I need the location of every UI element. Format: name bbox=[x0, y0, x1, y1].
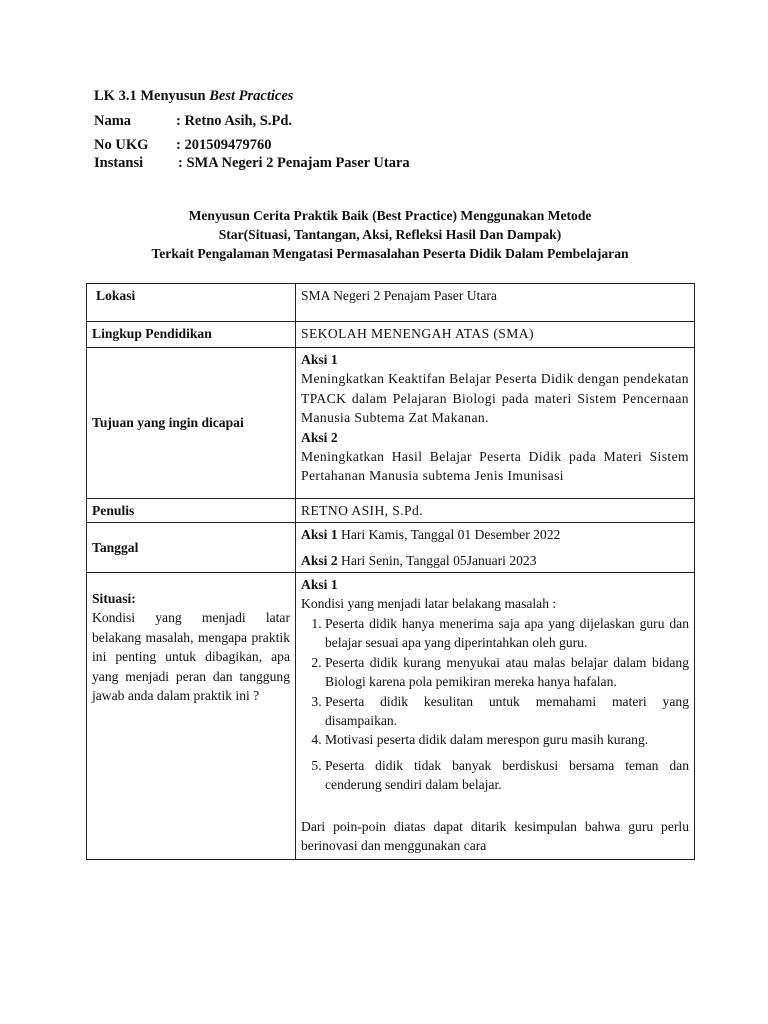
nama-line bbox=[94, 112, 292, 130]
tanggal-aksi1-bold: Aksi 1 bbox=[301, 527, 338, 543]
lk-title bbox=[94, 87, 293, 105]
ukg-value: : 201509479760 bbox=[176, 137, 272, 153]
nama-label: Nama bbox=[94, 113, 132, 129]
nama-value: : Retno Asih, S.Pd. bbox=[176, 113, 293, 129]
tanggal-label: Tanggal bbox=[87, 523, 296, 573]
best-practice-table bbox=[86, 283, 695, 860]
situasi-aksi-heading: Aksi 1 bbox=[301, 577, 338, 593]
situasi-label: Situasi: bbox=[92, 591, 136, 607]
ukg-label: No UKG bbox=[94, 137, 149, 153]
row-lokasi bbox=[87, 284, 695, 322]
row-lingkup bbox=[87, 322, 695, 348]
situasi-item: 5. Peserta didik tidak banyak berdiskusi bersama teman dan cenderung sendiri dalam belajar. bbox=[325, 756, 689, 795]
lokasi-value: SMA Negeri 2 Penajam Paser Utara bbox=[296, 284, 695, 322]
tanggal-aksi2 bbox=[301, 551, 689, 570]
tanggal-aksi2-bold: Aksi 2 bbox=[301, 552, 338, 568]
row-penulis bbox=[87, 498, 695, 522]
row-situasi bbox=[87, 573, 695, 860]
penulis-label: Penulis bbox=[87, 498, 296, 522]
lokasi-label: Lokasi bbox=[87, 284, 296, 322]
penulis-value: RETNO ASIH, S.Pd. bbox=[296, 498, 695, 522]
tujuan-aksi2-heading: Aksi 2 bbox=[301, 429, 338, 445]
ukg-line bbox=[94, 136, 271, 154]
situasi-content bbox=[296, 573, 695, 860]
tujuan-label: Tujuan yang ingin dicapai bbox=[87, 348, 296, 499]
tanggal-aksi1-text: Hari Kamis, Tanggal 01 Desember 2022 bbox=[337, 527, 561, 543]
doc-title-line1: Menyusun Cerita Praktik Baik (Best Practice) Menggunakan Metode bbox=[188, 208, 592, 223]
situasi-desc: Kondisi yang menjadi latar belakang masalah, mengapa praktik ini penting untuk dibagikan, apa yang menjadi peran dan tanggung jawab anda dalam praktik ini ? bbox=[92, 610, 290, 704]
tanggal-content bbox=[296, 523, 695, 573]
situasi-list bbox=[301, 614, 689, 795]
situasi-item: 1. Peserta didik hanya menerima saja apa yang dijelaskan guru dan belajar sesuai apa yang diperintahkan oleh guru. bbox=[325, 614, 689, 653]
tujuan-aksi1-heading: Aksi 1 bbox=[301, 352, 338, 367]
instansi-value: : SMA Negeri 2 Penajam Paser Utara bbox=[178, 155, 410, 171]
situasi-item: 4. Motivasi peserta didik dalam merespon guru masih kurang. bbox=[325, 730, 689, 749]
tujuan-content bbox=[296, 348, 695, 499]
doc-title-line2: Star(Situasi, Tantangan, Aksi, Refleksi Hasil Dan Dampak) bbox=[218, 227, 562, 242]
situasi-intro: Kondisi yang menjadi latar belakang masalah : bbox=[301, 596, 557, 612]
tanggal-aksi2-text: Hari Senin, Tanggal 05Januari 2023 bbox=[337, 552, 537, 568]
tujuan-aksi2-text: Meningkatkan Hasil Belajar Peserta Didik pada Materi Sistem Pertahanan Manusia subtema Jenis Imunisasi bbox=[301, 449, 689, 484]
situasi-conclusion: Dari poin-poin diatas dapat ditarik kesimpulan bahwa guru perlu berinovasi dan menggunakan cara bbox=[301, 818, 689, 853]
instansi-label: Instansi bbox=[94, 155, 144, 171]
tanggal-aksi1 bbox=[301, 525, 689, 544]
lk-title-prefix: LK 3.1 Menyusun bbox=[94, 88, 210, 104]
situasi-item: 3. Peserta didik kesulitan untuk memahami materi yang disampaikan. bbox=[325, 692, 689, 731]
row-tujuan bbox=[87, 348, 695, 499]
row-tanggal bbox=[87, 523, 695, 573]
doc-title-line3: Terkait Pengalaman Mengatasi Permasalahan Peserta Didik Dalam Pembelajaran bbox=[151, 246, 629, 261]
tujuan-aksi1-text: Meningkatkan Keaktifan Belajar Peserta Didik dengan pendekatan TPACK dalam Pelajaran Biologi pada materi Sistem Pencernaan Manusia Subtema Zat Makanan. bbox=[301, 371, 689, 426]
lingkup-label: Lingkup Pendidikan bbox=[87, 322, 296, 348]
situasi-left bbox=[87, 573, 296, 860]
lingkup-value: SEKOLAH MENENGAH ATAS (SMA) bbox=[296, 322, 695, 348]
situasi-item: 2. Peserta didik kurang menyukai atau malas belajar dalam bidang Biologi karena pola pemikiran mereka hanya hafalan. bbox=[325, 653, 689, 692]
lk-title-italic: Best Practices bbox=[209, 88, 294, 104]
instansi-line bbox=[94, 154, 410, 172]
